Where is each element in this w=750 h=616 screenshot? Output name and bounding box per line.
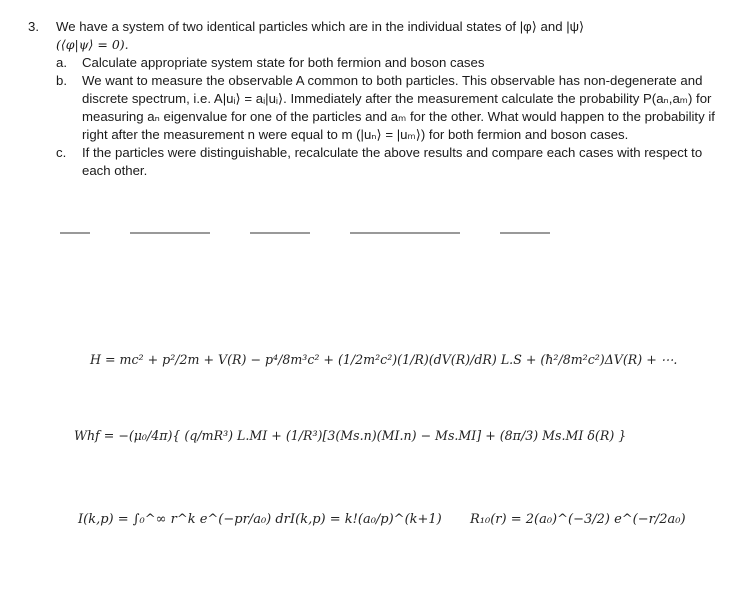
item-letter: b. [56,73,67,88]
problem-item-a [28,54,728,72]
item-text: If the particles were distinguishable, recalculate the above results and compare each cases with respect to each other. [82,145,703,178]
hamiltonian-equation: H = mc² + p²/2m + V(R) − p⁴/8m³c² + (1/2m²c²)(1/R)(dV(R)/dR) L.S + (ħ²/8m²c²)ΔV(R) + ⋯. [90,352,678,367]
item-letter: a. [56,55,67,70]
integral-result: I(k,p) = k!(a₀/p)^(k+1) [290,512,442,527]
problem-number: 3. [28,19,39,34]
problem-3 [28,18,728,180]
problem-intro-line1: We have a system of two identical particles which are in the individual states of |φ⟩ and |ψ⟩ [56,19,585,34]
problem-item-b [28,72,728,144]
item-text: Calculate appropriate system state for both fermion and boson cases [82,55,485,70]
item-text: We want to measure the observable A common to both particles. This observable has non-degenerate and discrete spectrum, i.e. A|uᵢ⟩ = aᵢ|uᵢ⟩. Immediately after the measurement calculate the probability P(aₙ,aₘ) for measuring aₙ eigenvalue for one of the particles and aₘ for the other. What would happen to the probability if right after the measurement n were equal to m (|uₙ⟩ = |uₘ⟩) for both fermion and boson cases. [82,73,715,142]
problem-item-c [28,144,728,180]
problem-intro-line2: (⟨φ|ψ⟩ = 0). [56,37,129,52]
integral-definition: I(k,p) = ∫₀^∞ r^k e^(−pr/a₀) dr [78,512,290,527]
hyperfine-equation: Whf = −(μ₀/4π){ (q/mR³) L.MI + (1/R³)[3(Ms.n)(MI.n) − Ms.MI] + (8π/3) Ms.MI δ(R) } [74,428,627,443]
radial-wavefunction: R₁₀(r) = 2(a₀)^(−3/2) e^(−r/2a₀) [470,512,686,527]
cropped-line-remnant [60,232,660,235]
item-letter: c. [56,145,67,160]
